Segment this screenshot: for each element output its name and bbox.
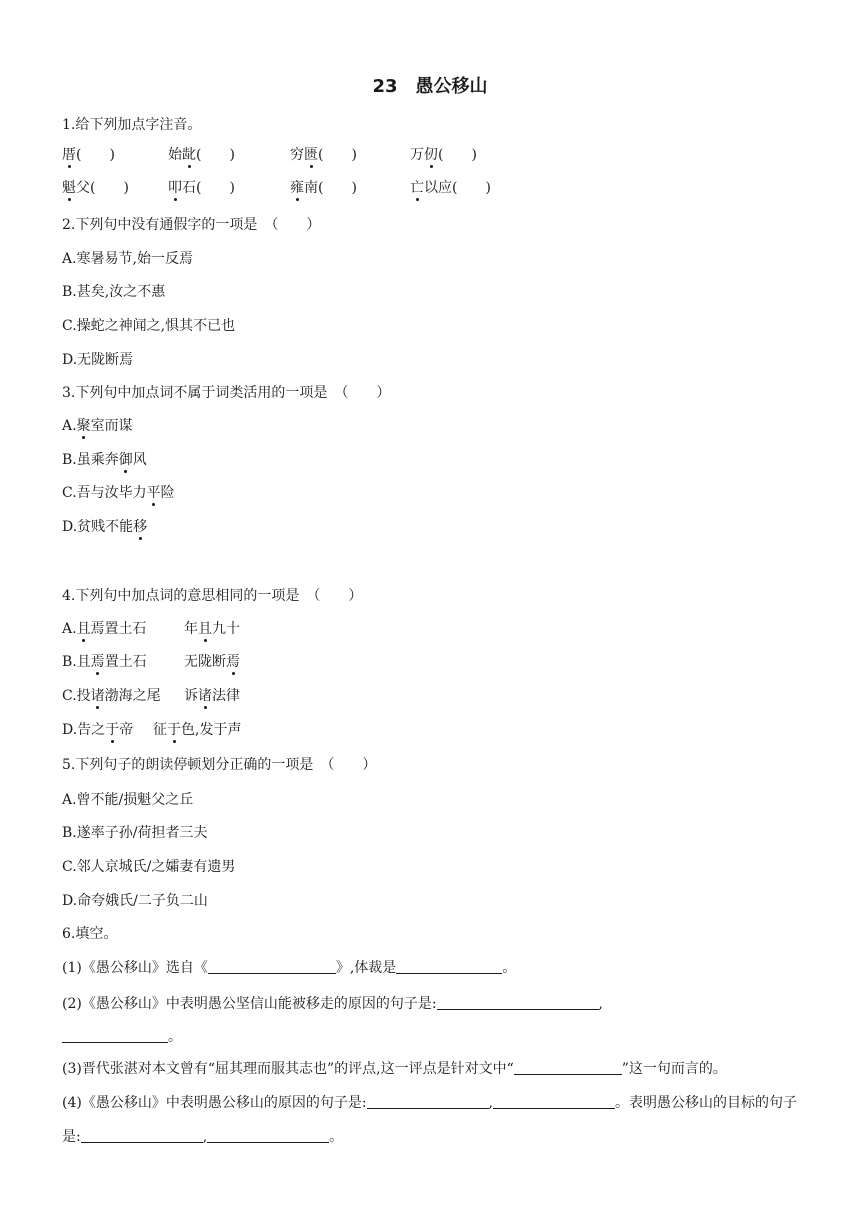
q2-option-b: B.甚矣,汝之不惠	[62, 284, 166, 300]
answer-blank[interactable]	[207, 1128, 329, 1143]
q2-option-c: C.操蛇之神闻之,惧其不已也	[62, 318, 236, 334]
q5-option-c: C.邻人京城氏/之孀妻有遗男	[62, 859, 236, 875]
q6-item-4: (4)《愚公移山》中表明愚公移山的原因的句子是: , 。表明愚公移山的目标的句子是: , 。	[62, 1095, 797, 1145]
q1-item: 穷匮( )	[290, 147, 357, 163]
q3-option-d: D.贫贱不能移	[62, 519, 148, 535]
q4-option-a-compare: 年且九十	[184, 621, 240, 637]
q5-option-d: D.命夸娥氏/二子负二山	[62, 893, 208, 909]
q3-option-c: C.吾与汝毕力平险	[62, 485, 175, 501]
q1-item: 魁父( )	[62, 180, 129, 196]
q4-option-d: D.告之于帝	[62, 722, 134, 738]
q4-option-b-compare: 无陇断焉	[184, 654, 240, 670]
answer-blank[interactable]	[493, 1094, 615, 1109]
answer-blank[interactable]	[81, 1128, 203, 1143]
q2-option-d: D.无陇断焉	[62, 352, 134, 368]
question-2-stem: 2.下列句中没有通假字的一项是 （ ）	[62, 217, 321, 233]
q2-option-a: A.寒暑易节,始一反焉	[62, 251, 194, 267]
q3-option-a: A.聚室而谋	[62, 418, 133, 434]
q5-option-a: A.曾不能/损魁父之丘	[62, 792, 194, 808]
q4-option-b: B.且焉置土石	[62, 654, 147, 670]
answer-blank[interactable]	[208, 959, 336, 974]
question-5-stem: 5.下列句子的朗读停顿划分正确的一项是 （ ）	[62, 757, 377, 773]
q6-item-1: (1)《愚公移山》选自《 》,体裁是 。	[62, 960, 517, 976]
q1-item: 厝( )	[62, 147, 115, 163]
question-1-stem: 1.给下列加点字注音。	[62, 117, 202, 133]
q6-item-2: (2)《愚公移山》中表明愚公坚信山能被移走的原因的句子是: ,	[62, 996, 603, 1012]
q1-item: 亡以应( )	[410, 180, 491, 196]
question-4-stem: 4.下列句中加点词的意思相同的一项是 （ ）	[62, 588, 363, 604]
answer-blank[interactable]	[62, 1028, 168, 1043]
q3-option-b: B.虽乘奔御风	[62, 452, 147, 468]
q6-item-3: (3)晋代张湛对本文曾有“屈其理而服其志也”的评点,这一评点是针对文中“ ”这一句而言的。	[62, 1061, 727, 1077]
answer-blank[interactable]	[396, 959, 502, 974]
q1-item: 万仞( )	[410, 147, 477, 163]
q1-item: 始龀( )	[168, 147, 235, 163]
q1-item: 雍南( )	[290, 180, 357, 196]
answer-blank[interactable]	[437, 995, 599, 1010]
q4-option-a: A.且焉置土石	[62, 621, 147, 637]
q1-item: 叩石( )	[168, 180, 235, 196]
question-3-stem: 3.下列句中加点词不属于词类活用的一项是 （ ）	[62, 385, 391, 401]
answer-blank[interactable]	[514, 1060, 622, 1075]
q6-item-2-cont: 。	[62, 1027, 182, 1047]
q5-option-b: B.遂率子孙/荷担者三夫	[62, 825, 208, 841]
q4-option-c: C.投诸渤海之尾	[62, 688, 161, 704]
q4-option-c-compare: 诉诸法律	[184, 688, 240, 704]
page-title: 23 愚公移山	[372, 76, 488, 97]
answer-blank[interactable]	[367, 1094, 489, 1109]
q4-option-d-compare: 征于色,发于声	[153, 722, 242, 738]
question-6-stem: 6.填空。	[62, 926, 118, 942]
